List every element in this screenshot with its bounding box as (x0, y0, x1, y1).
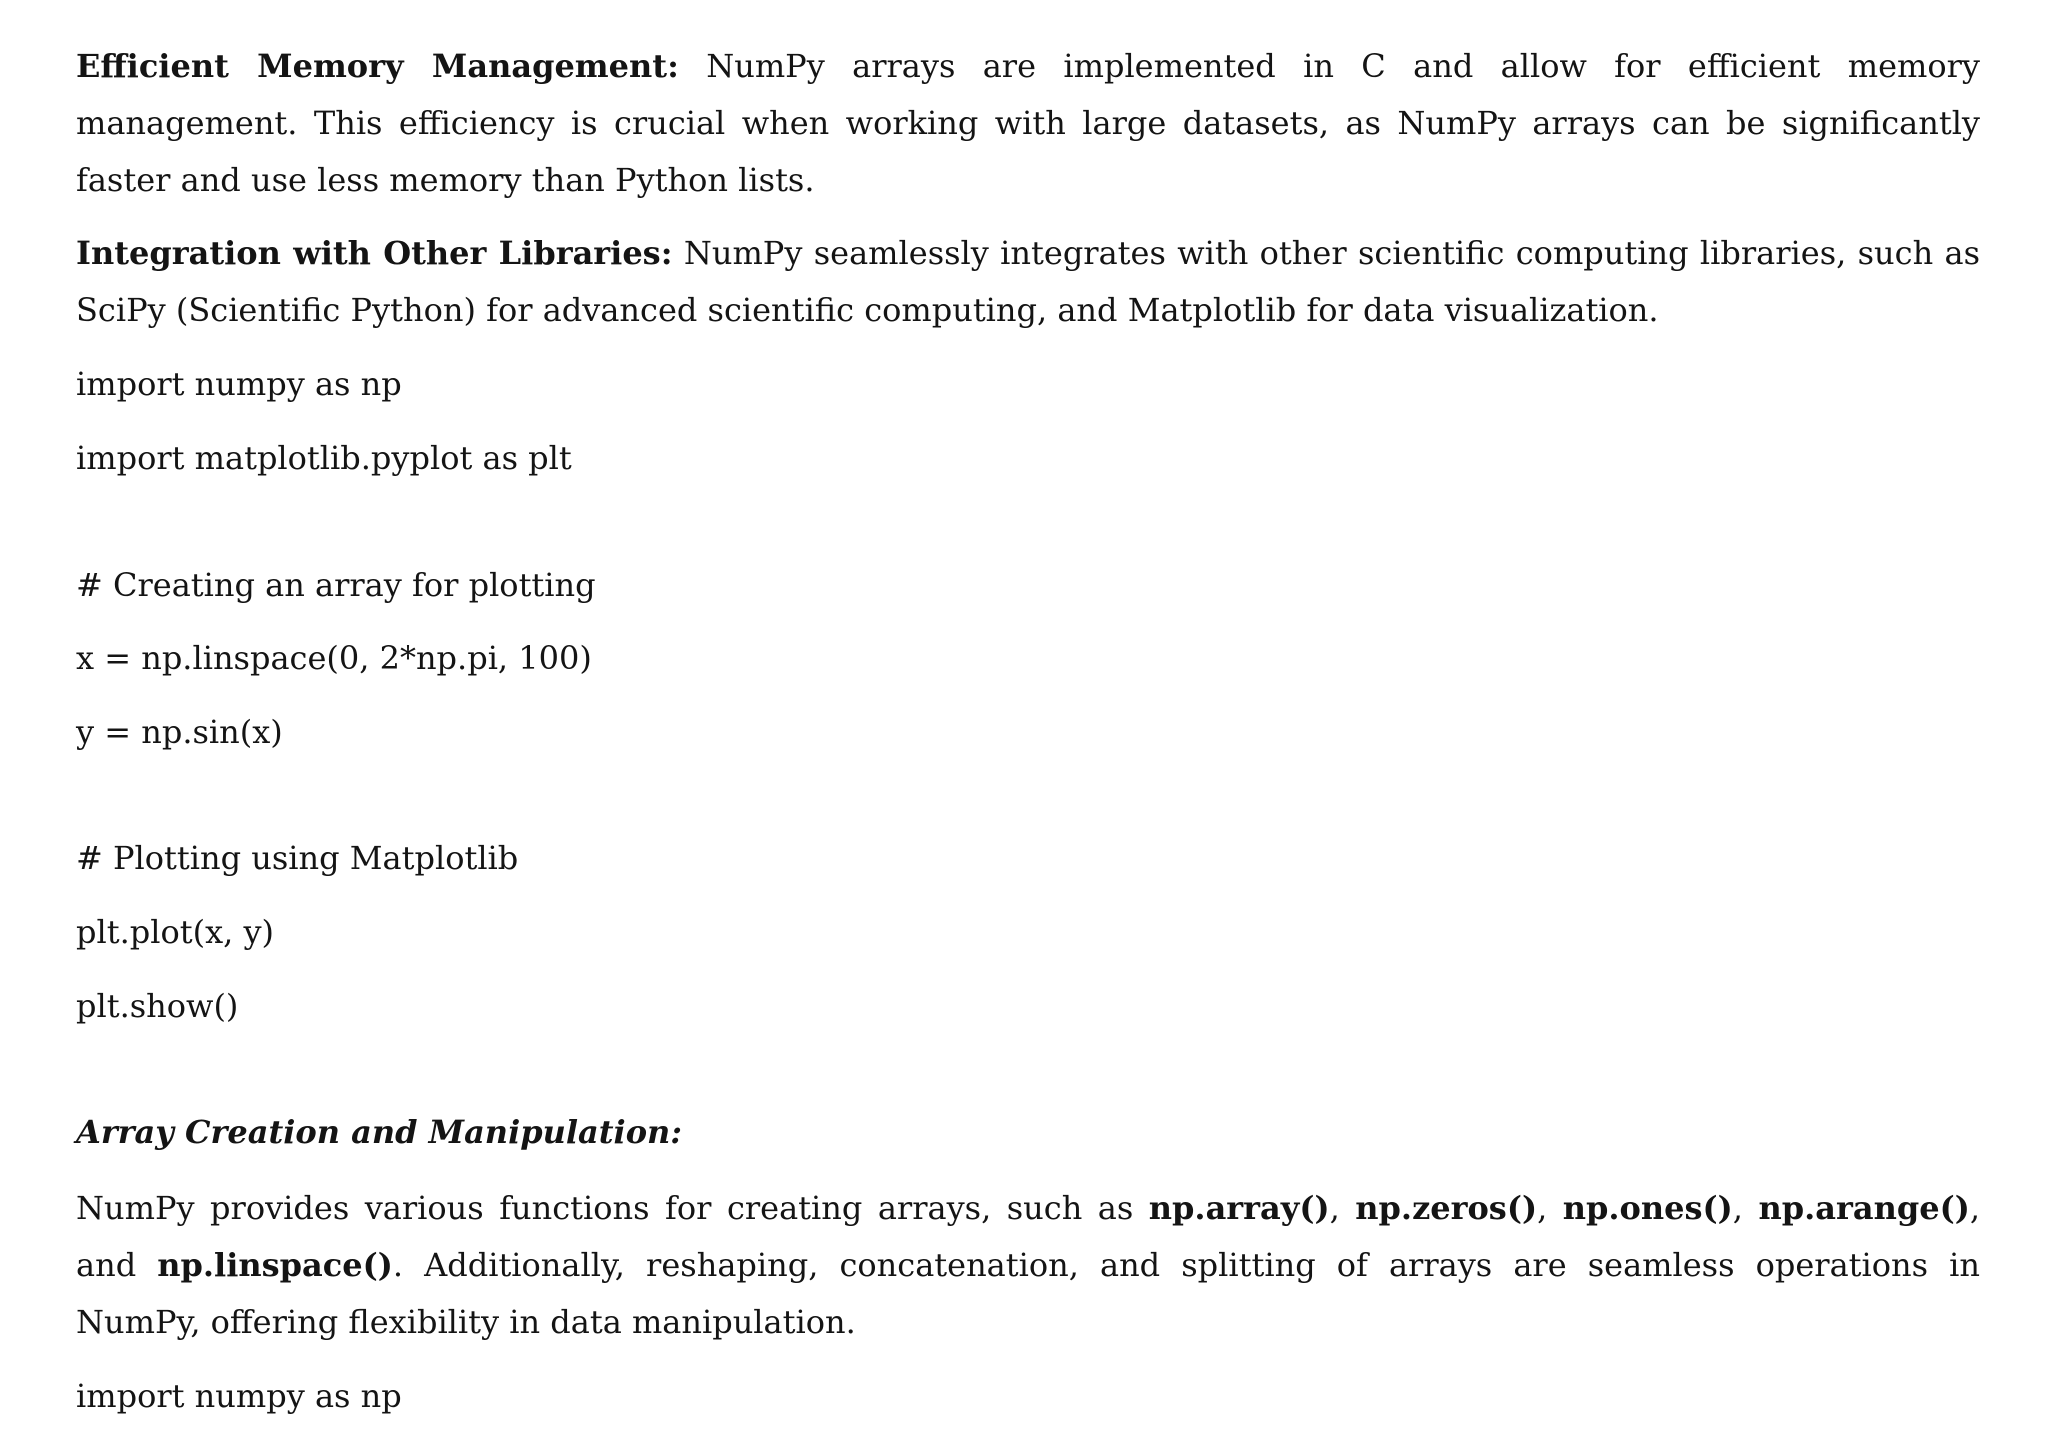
code-comment: # Plotting using Matplotlib (76, 839, 519, 877)
memory-lead: Efficient Memory Management: (76, 47, 679, 85)
code-line: import numpy as np (76, 365, 402, 403)
integration-text: NumPy seamlessly integrates with other scientific computing libraries, such as SciPy (Scientific Python) for advanced scientific computing, and Matplotlib for data visualization. (76, 234, 1981, 329)
separator: , (1732, 1189, 1759, 1227)
function-name: np.array() (1148, 1189, 1330, 1227)
code-line: import matplotlib.pyplot as plt (76, 439, 572, 477)
function-name: np.linspace() (157, 1246, 393, 1284)
integration-paragraph (76, 225, 1980, 339)
separator: , (1537, 1189, 1563, 1227)
code-line: plt.show() (76, 987, 239, 1025)
integration-lead: Integration with Other Libraries: (76, 234, 673, 272)
function-name: np.ones() (1562, 1189, 1733, 1227)
memory-paragraph (76, 38, 1980, 209)
creation-paragraph (76, 1180, 1980, 1351)
code-comment: # Creating an array for plotting (76, 566, 596, 604)
function-name: np.zeros() (1355, 1189, 1538, 1227)
creation-text-2: . Additionally, reshaping, concatenation, and splitting of arrays are seamless operations in NumPy, offering flexibility in data manipulation. (76, 1246, 1981, 1341)
separator: , (1329, 1189, 1356, 1227)
creation-text-1: NumPy provides various functions for creating arrays, such as (76, 1189, 1149, 1227)
function-name: np.arange() (1758, 1189, 1970, 1227)
code-line: x = np.linspace(0, 2*np.pi, 100) (76, 639, 592, 677)
code-line: y = np.sin(x) (76, 713, 283, 751)
separator: , and (76, 1189, 1981, 1284)
section-heading: Array Creation and Manipulation: (76, 1113, 683, 1151)
code-line: plt.plot(x, y) (76, 913, 275, 951)
code-line: import numpy as np (76, 1377, 402, 1415)
memory-text: NumPy arrays are implemented in C and allow for efficient memory management. This efficiency is crucial when working with large datasets, as NumPy arrays can be significantly faster and use less memory than Python lists. (76, 47, 1981, 199)
